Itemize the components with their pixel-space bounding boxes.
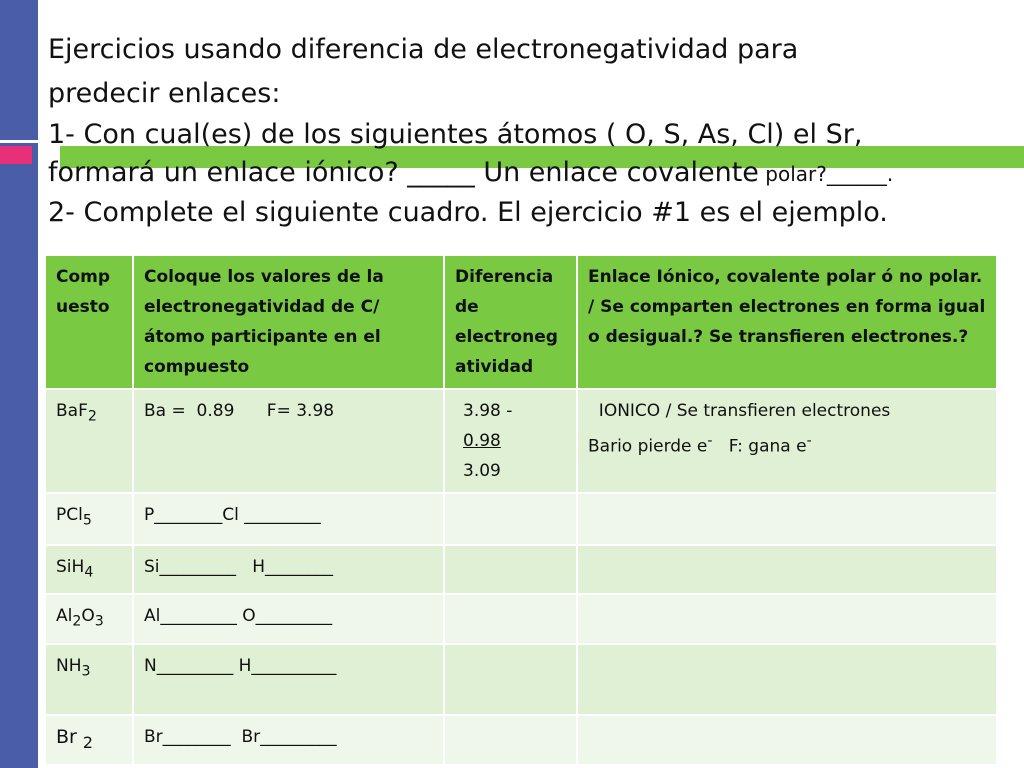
question-1-polar-blank: polar?______. (758, 162, 894, 186)
compound-cell (45, 389, 133, 493)
values-cell: N_________ H__________ (133, 644, 444, 715)
compound-formula: Br (56, 725, 83, 748)
difference-cell (444, 715, 577, 765)
question-1-continued (48, 154, 1008, 193)
bond-explanation-part: Bario pierde e (588, 436, 708, 457)
decor-pink-block (0, 146, 32, 164)
values-cell: Br________ Br_________ (133, 715, 444, 765)
difference-cell (444, 389, 577, 493)
difference-line: 0.98 (463, 431, 501, 451)
compound-formula: NH (56, 655, 82, 676)
bond-cell (577, 644, 997, 715)
bond-explanation-part: F: gana e (712, 436, 807, 457)
difference-cell (444, 644, 577, 715)
bond-cell (577, 715, 997, 765)
title-line-2: predecir enlaces: (48, 78, 281, 109)
values-cell: Si_________ H________ (133, 545, 444, 594)
bond-cell (577, 389, 997, 493)
compound-formula: PCl (56, 505, 83, 525)
table-row (45, 715, 997, 765)
header-compuesto: Comp uesto (45, 255, 133, 389)
header-valores: Coloque los valores de la electronegatividad de C/ átomo participante en el compuesto (133, 255, 444, 389)
values-cell: Al_________ O_________ (133, 594, 444, 643)
compound-subscript: 3 (94, 613, 104, 630)
compound-subscript: 2 (82, 732, 93, 752)
difference-cell (444, 594, 577, 643)
compound-formula: O (81, 606, 95, 627)
bond-cell (577, 493, 997, 545)
values-cell: Ba = 0.89 F= 3.98 (133, 389, 444, 493)
question-1 (48, 116, 1008, 154)
compound-cell (45, 594, 133, 643)
compound-cell (45, 545, 133, 594)
electron-charge: - (707, 433, 713, 449)
difference-cell (444, 545, 577, 594)
compound-subscript: 3 (81, 663, 91, 680)
title-line-1: Ejercicios usando diferencia de electronegatividad para (48, 34, 799, 65)
compound-cell (45, 715, 133, 765)
bond-cell (577, 545, 997, 594)
exercise-table (44, 254, 998, 766)
electron-charge: - (806, 433, 812, 449)
table-header-row (45, 255, 997, 389)
table-row (45, 545, 997, 594)
question-1-ionic-blank: formará un enlace iónico? _____ Un enlace covalente (48, 157, 759, 188)
left-frame-strip (0, 0, 40, 768)
question-1-text: 1- Con cual(es) de los siguientes átomos ( O, S, As, Cl) el Sr, (48, 119, 863, 150)
compound-formula: SiH (56, 557, 85, 577)
table-row (45, 594, 997, 643)
table-row (45, 493, 997, 545)
compound-formula: Al (56, 606, 73, 627)
compound-cell (45, 644, 133, 715)
compound-cell (45, 493, 133, 545)
bond-type: IONICO / Se transfieren electrones (588, 401, 891, 421)
slide-title (48, 28, 1008, 233)
table-row (45, 644, 997, 715)
difference-cell (444, 493, 577, 545)
difference-line: 3.98 - (463, 401, 513, 421)
compound-formula: BaF (56, 401, 88, 421)
question-2: 2- Complete el siguiente cuadro. El ejercicio #1 es el ejemplo. (48, 197, 888, 228)
decor-vertical-line (38, 0, 41, 768)
bond-explanation (588, 426, 986, 462)
values-cell: P________Cl _________ (133, 493, 444, 545)
compound-subscript: 2 (72, 613, 82, 630)
compound-subscript: 4 (84, 564, 94, 581)
table-row (45, 389, 997, 493)
compound-subscript: 2 (87, 408, 97, 425)
bond-cell (577, 594, 997, 643)
compound-subscript: 5 (82, 512, 92, 529)
header-enlace: Enlace Iónico, covalente polar ó no polar. / Se comparten electrones en forma igual o desigual.? Se transfieren electrones.? (577, 255, 997, 389)
difference-result: 3.09 (463, 461, 501, 481)
header-diferencia: Diferencia de electroneg atividad (444, 255, 577, 389)
